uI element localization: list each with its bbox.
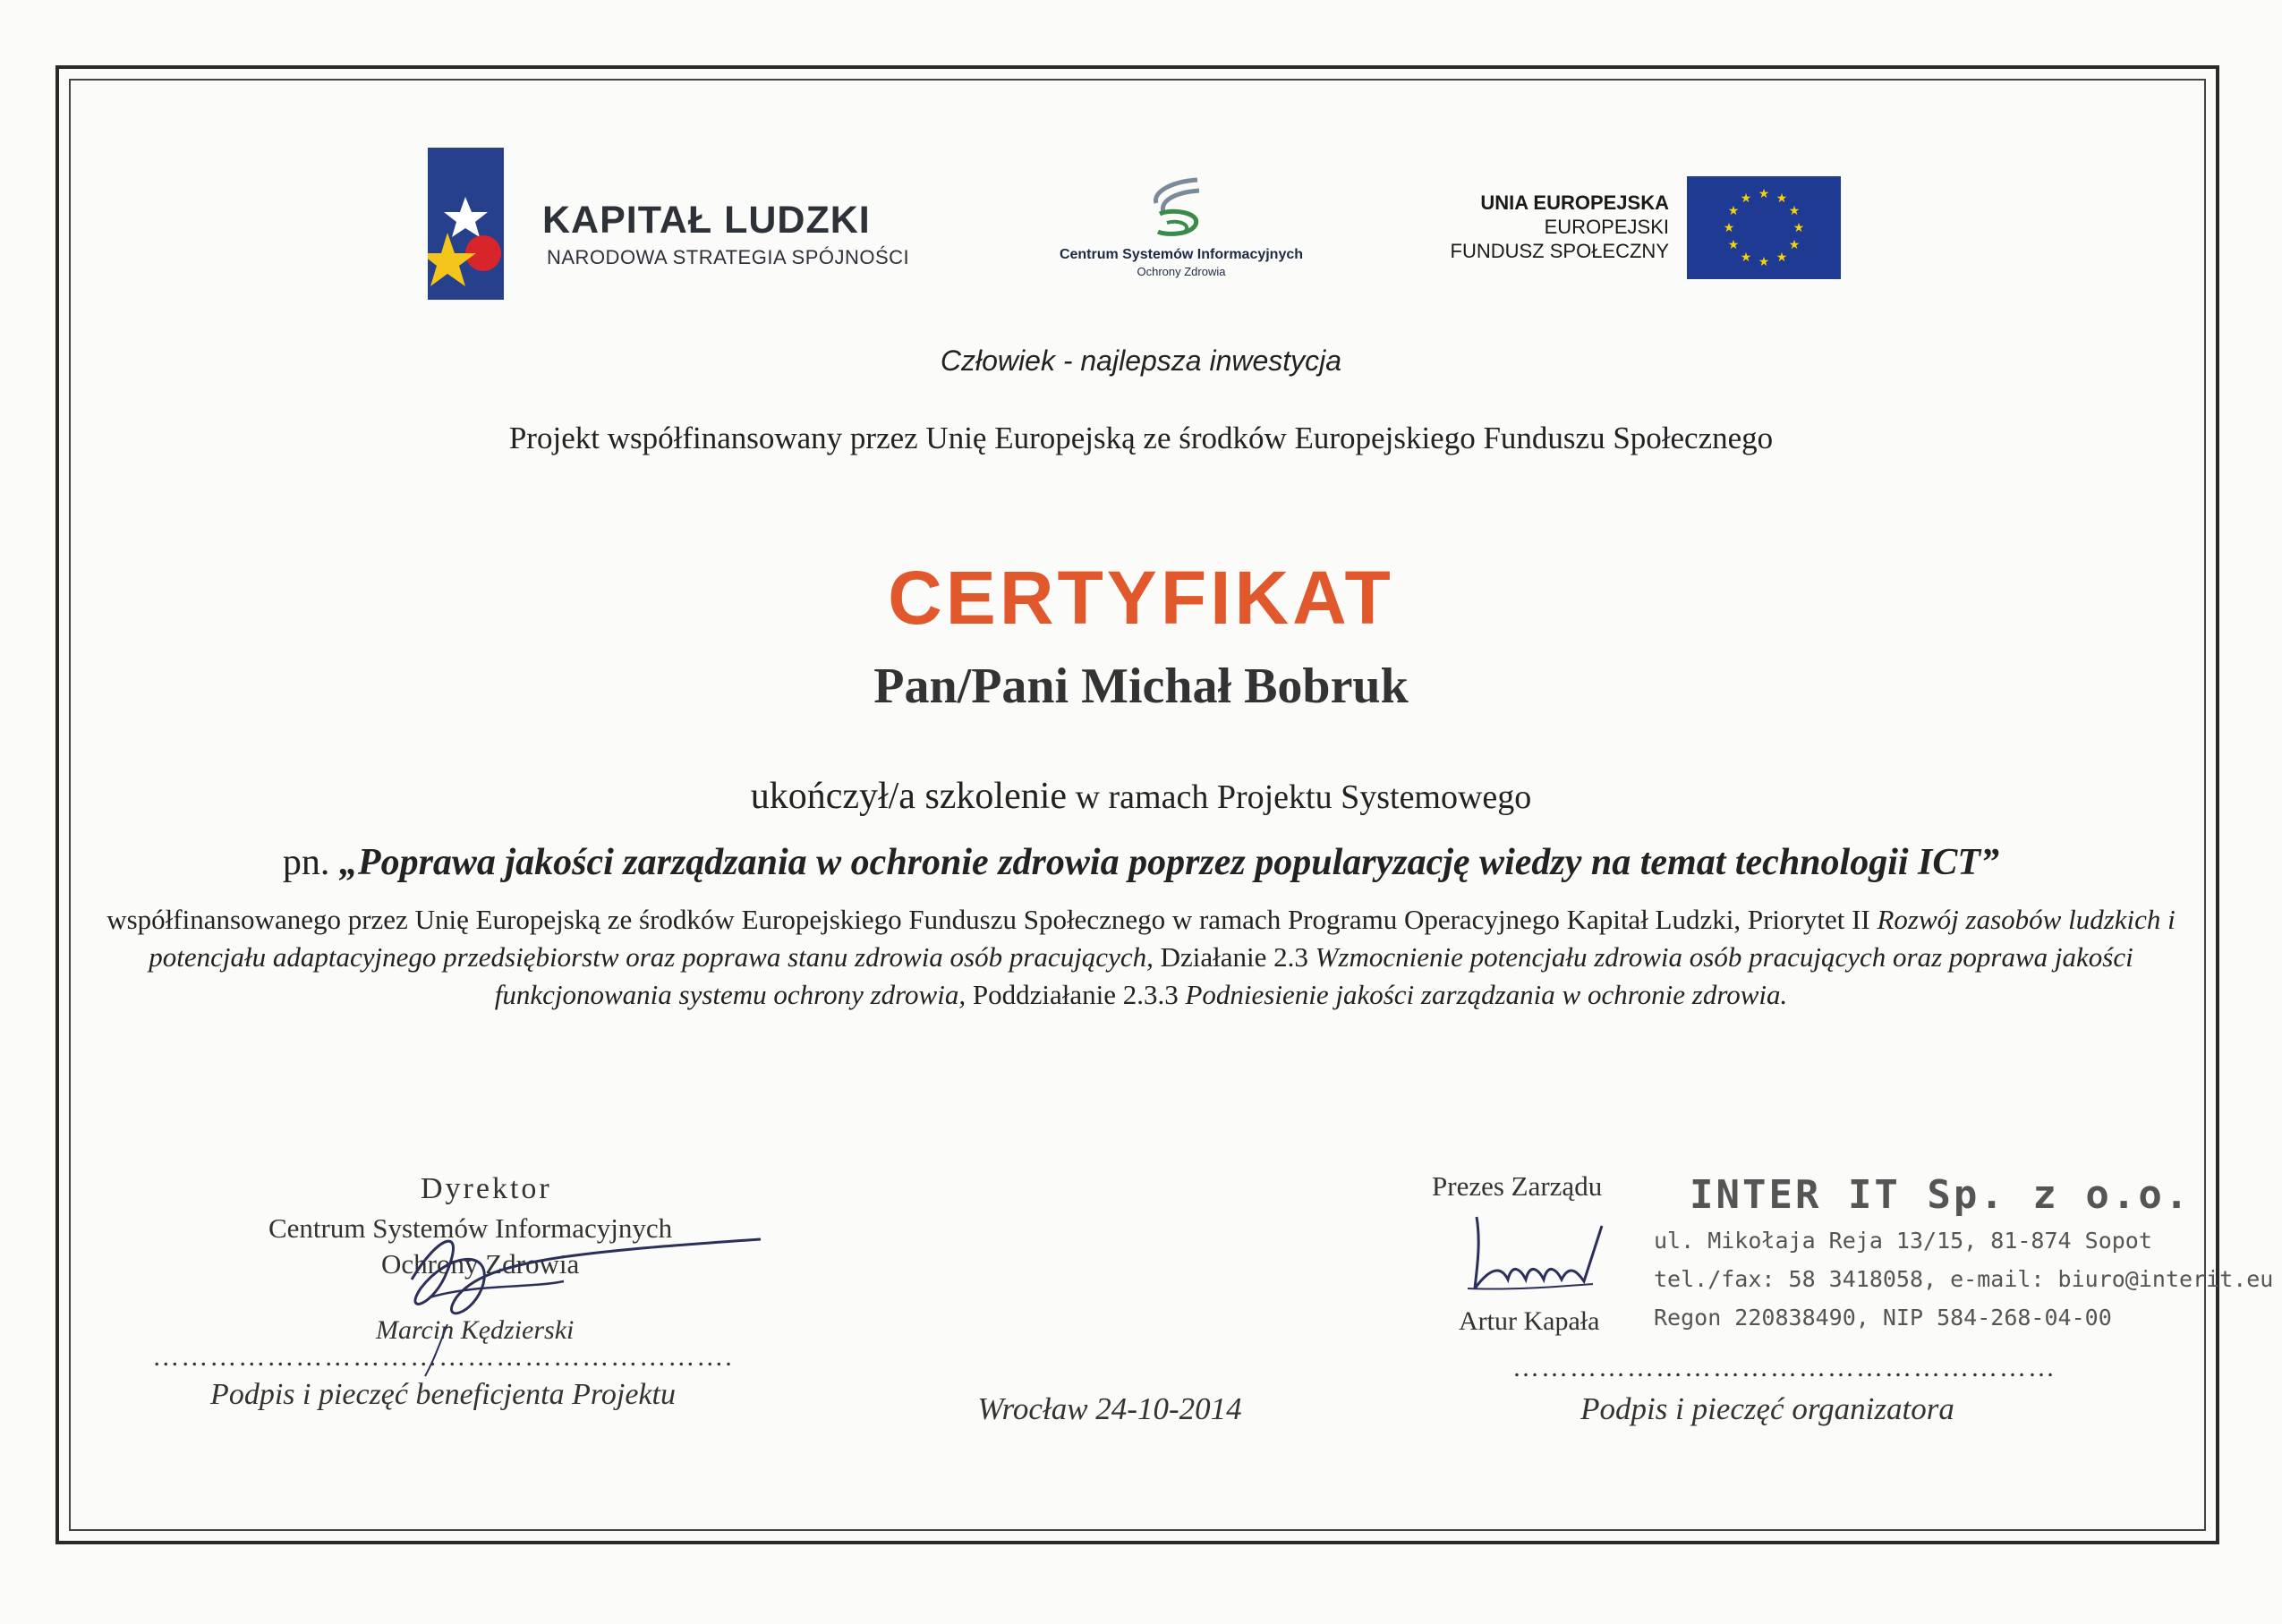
desc-part-4: Wzmocnienie potencjału zdrowia osób pracujących oraz poprawa jakości funkcjonowania systemu ochrony zdrowia,	[494, 941, 2133, 1010]
kapital-ludzki-subtitle: NARODOWA STRATEGIA SPÓJNOŚCI	[547, 246, 910, 268]
right-signer-name: Artur Kapała	[1459, 1306, 1600, 1336]
company-stamp-address: ul. Mikołaja Reja 13/15, 81-874 Sopot	[1654, 1228, 2152, 1254]
completion-main: ukończył/a szkolenie	[750, 776, 1068, 817]
left-signer-role: Dyrektor	[421, 1172, 552, 1205]
right-signature-caption: Podpis i pieczęć organizatora	[1580, 1391, 1954, 1426]
company-stamp-registry: Regon 220838490, NIP 584-268-04-00	[1654, 1305, 2112, 1331]
company-stamp-title: INTER IT Sp. z o.o.	[1690, 1172, 2192, 1218]
csioz-subname: Ochrony Zdrowia	[1137, 265, 1226, 278]
left-signer-org-line2: Ochrony Zdrowia	[381, 1248, 580, 1280]
svg-text:★: ★	[1758, 255, 1770, 269]
desc-part-5: Poddziałanie 2.3.3	[966, 979, 1186, 1010]
company-stamp-contact: tel./fax: 58 3418058, e-mail: biuro@interit.eu	[1654, 1266, 2274, 1292]
svg-text:★: ★	[1758, 187, 1770, 201]
svg-text:★: ★	[1723, 221, 1735, 235]
certificate-title: CERTYFIKAT	[888, 556, 1394, 640]
csioz-name: Centrum Systemów Informacyjnych	[1059, 247, 1304, 262]
svg-text:★: ★	[1788, 204, 1801, 218]
right-signer-role: Prezes Zarządu	[1432, 1170, 1603, 1202]
left-signer-name: Marcin Kędzierski	[376, 1315, 575, 1345]
program-description	[98, 901, 2184, 1014]
csioz-swirl-icon	[1144, 173, 1215, 244]
right-handwritten-signature-icon	[1459, 1208, 1611, 1297]
svg-text:★: ★	[1727, 204, 1740, 218]
desc-part-2: Rozwój zasobów ludzkich i potencjału adaptacyjnego przedsiębiorstw oraz poprawa stanu zdrowia osób pracujących,	[149, 904, 2176, 973]
svg-text:★: ★	[1727, 238, 1740, 252]
right-signature-line: …………………………………………………	[1512, 1353, 2056, 1382]
completion-statement	[0, 775, 2282, 818]
kapital-ludzki-flag-icon	[428, 148, 504, 300]
svg-text:★: ★	[1788, 238, 1801, 252]
svg-text:★: ★	[1775, 191, 1788, 206]
eu-flag-icon	[1687, 176, 1841, 279]
desc-part-6: Podniesienie jakości zarządzania w ochronie zdrowia.	[1185, 979, 1788, 1010]
completion-rest: w ramach Projektu Systemowego	[1067, 778, 1532, 816]
left-signer-org-line1: Centrum Systemów Informacyjnych	[268, 1212, 673, 1244]
project-title: „Poprawa jakości zarządzania w ochronie zdrowia poprzez popularyzację wiedzy na temat technologii ICT”	[338, 842, 2000, 883]
svg-text:★: ★	[1740, 251, 1752, 265]
eu-line-2: EUROPEJSKI	[1544, 216, 1669, 238]
svg-text:★: ★	[1792, 221, 1805, 235]
project-prefix: pn.	[282, 842, 339, 883]
desc-part-3: Działanie 2.3	[1153, 941, 1316, 973]
motto: Człowiek - najlepsza inwestycja	[940, 344, 1342, 377]
kapital-ludzki-title: KAPITAŁ LUDZKI	[542, 199, 871, 242]
svg-text:★: ★	[1740, 191, 1752, 206]
left-signature-line: …………………………………………………….	[152, 1342, 734, 1372]
svg-text:★: ★	[1775, 251, 1788, 265]
issue-date: Wrocław 24-10-2014	[977, 1391, 1242, 1426]
eu-line-3: FUNDUSZ SPOŁECZNY	[1450, 240, 1669, 262]
project-name	[0, 841, 2282, 884]
desc-part-1: współfinansowanego przez Unię Europejską ze środków Europejskiego Funduszu Społecznego w ramach Programu Operacyjnego Kapitał Ludzki, Priorytet II	[106, 904, 1878, 935]
eu-line-1: UNIA EUROPEJSKA	[1480, 191, 1669, 214]
left-signature-caption: Podpis i pieczęć beneficjenta Projektu	[210, 1378, 676, 1411]
eu-fund-label	[1396, 191, 1669, 263]
recipient-name: Pan/Pani Michał Bobruk	[873, 659, 1409, 714]
cofinancing-line: Projekt współfinansowany przez Unię Europejską ze środków Europejskiego Funduszu Społecznego	[508, 421, 1774, 455]
